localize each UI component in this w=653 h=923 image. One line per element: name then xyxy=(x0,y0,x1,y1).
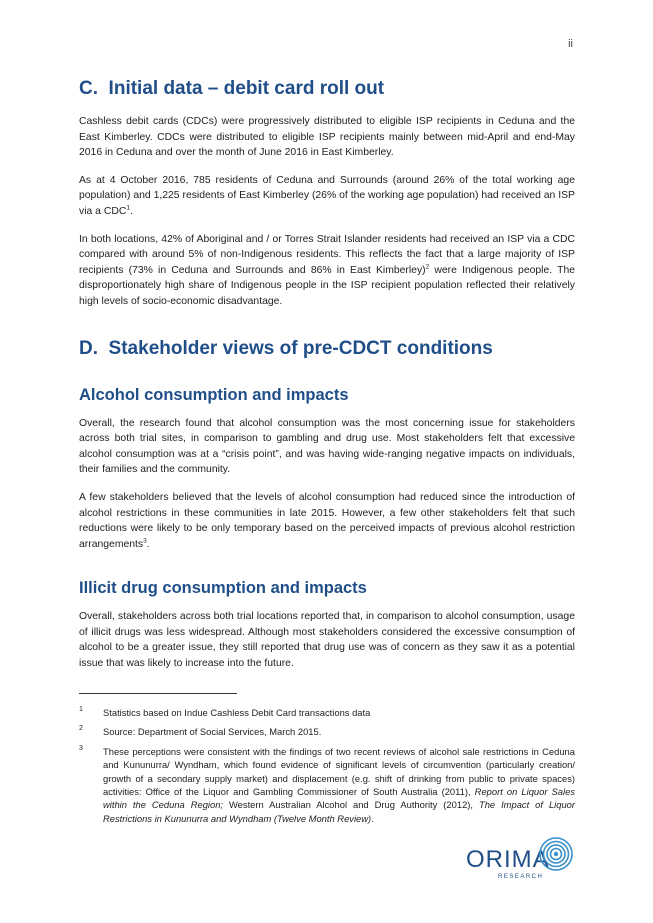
drugs-paragraph-1: Overall, stakeholders across both trial locations reported that, in comparison to alcohol consumption, usage of illicit drugs was less widespread. Although most stakeholders considered the excessive consumption of alcohol to be a greater issue, they still reported that drug use was of concern as they saw it as a potential issue that was likely to increase into the future. xyxy=(79,611,575,670)
section-c-paragraph-1: Cashless debit cards (CDCs) were progressively distributed to eligible ISP recipients in Ceduna and the East Kimberley. CDCs were distributed to eligible ISP recipients mainly between mid-April and end-May 2016 in Ceduna and over the month of June 2016 in East Kimberley. xyxy=(79,116,575,159)
footnote-ref-1: 1 xyxy=(126,204,130,212)
footnote-1: 1 Statistics based on Indue Cashless Debit Card transactions data xyxy=(79,706,371,718)
logo-rings-icon xyxy=(538,836,574,872)
page-number: ii xyxy=(568,38,573,50)
section-c-heading: C. Initial data – debit card roll out xyxy=(79,78,385,99)
footnote-3: 3 These perceptions were consistent with the findings of two recent reviews of alcohol sale restrictions in Ceduna and Kununurra/ Wyndham, which found evidence of significant levels of circumvention (particularly creation/ growth of a secondary supply market) and displacement (e.g. shift of drinking from public to private spaces) activities: Office of the Liquor and Gambling Commissioner of South Australia (2011), Report on Liquor Sales within the Ceduna Region; Western Australian Alcohol and Drug Authority (2012), The Impact of Liquor Restrictions in Kununurra and Wyndham (Twelve Month Review). xyxy=(79,744,576,824)
logo-wordmark: ORIMA xyxy=(466,846,550,873)
section-d-heading: D. Stakeholder views of pre-CDCT conditions xyxy=(79,337,493,359)
alcohol-heading: Alcohol consumption and impacts xyxy=(79,385,349,404)
footnote-2: 2 Source: Department of Social Services, March 2015. xyxy=(79,725,322,738)
main-content xyxy=(79,78,575,672)
section-c-paragraph-2: As at 4 October 2016, 785 residents of Ceduna and Surrounds (around 26% of the total working age population) and 1,225 residents of East Kimberley (26% of the working age population) had received an ISP via a CDC$^1$. xyxy=(79,174,575,217)
footnote-ref-3: 3 xyxy=(143,537,147,545)
section-c-paragraph-3: In both locations, 42% of Aboriginal and / or Torres Strait Islander residents had received an ISP via a CDC compared with around 5% of non-Indigenous residents. This reflects the fact that a large majority of ISP recipients (73% in Ceduna and Surrounds and 86% in East Kimberley)$^2$ were Indigenous people. The disproportionately high share of Indigenous people in the ISP recipient population reflected their relatively high levels of socio-economic disadvantage. xyxy=(79,233,576,307)
logo-subtitle: RESEARCH xyxy=(498,874,544,880)
footnote-divider xyxy=(79,693,237,694)
footnote-ref-2: 2 xyxy=(425,263,430,271)
orima-logo xyxy=(466,836,576,882)
drugs-heading: Illicit drug consumption and impacts xyxy=(79,579,367,598)
footnotes xyxy=(79,706,575,831)
alcohol-paragraph-2: A few stakeholders believed that the levels of alcohol consumption had reduced since the introduction of alcohol restrictions in these communities in late 2015. However, a few other stakeholders felt that such reductions were likely to be only temporary based on the perceived impacts of previous alcohol restriction arrangements$^3$. xyxy=(79,491,575,550)
alcohol-paragraph-1: Overall, the research found that alcohol consumption was the most concerning issue for stakeholders across both trial sites, in comparison to gambling and drug use. Most stakeholders felt that excessive alcohol consumption was at a “crisis point”, and was having wide-ranging negative impacts on individuals, their families and the community. xyxy=(79,417,575,476)
